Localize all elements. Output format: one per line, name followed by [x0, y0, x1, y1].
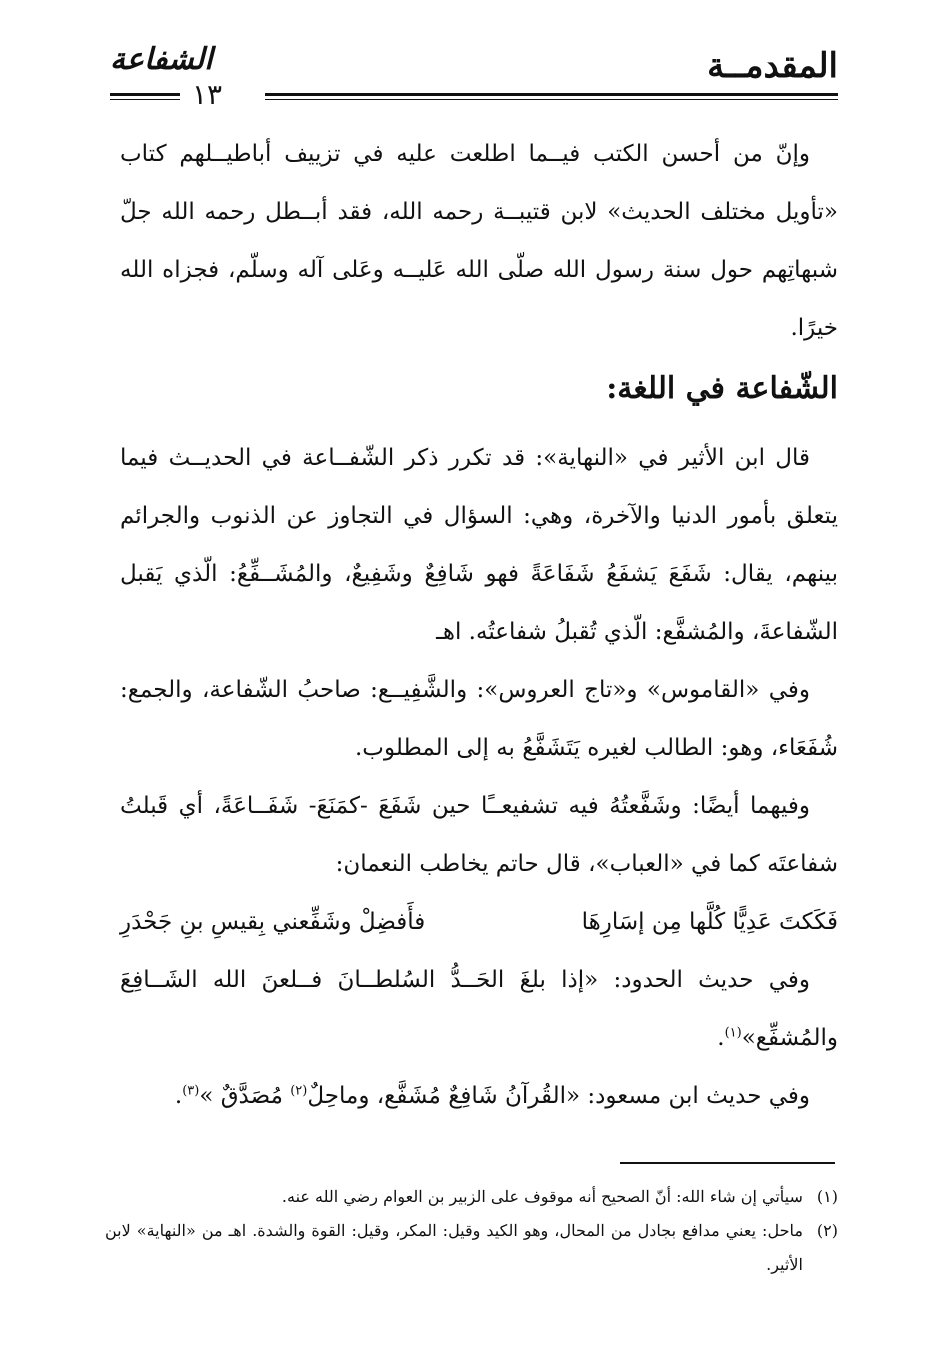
intro-paragraph: وإنّ من أحسن الكتب فيــما اطلعت عليه في تزييف أباطيــلهم كتاب «تأويل مختلف الحديث» لابن قتيبــة رحمه الله، فقد أبــطل رحمه الله جلّ شبهاتِهم حول سنة رسول الله صلّى الله عَليــه وعَلى آله وسلّم، فجزاه الله خيرًا. — [120, 141, 838, 341]
footnote-ref-3[interactable]: (٣) — [182, 1083, 200, 1099]
poem-verse — [120, 893, 838, 951]
header-rule-thin — [265, 99, 838, 100]
page-number: ١٣ — [192, 78, 223, 111]
main-text — [120, 125, 838, 1125]
footnote-ref-2[interactable]: (٢) — [290, 1083, 308, 1099]
paragraph-fihima: وفيهما أيضًا: وشَفَّعتُهُ فيه تشفيعــًا حين شَفَعَ -كمَنَعَ- شَفَــاعَةً، أي قَبلتُ شفاعتَه كما في «العباب»، قال حاتم يخاطب النعمان: — [120, 793, 838, 877]
page-header — [110, 38, 838, 111]
hadith-ibn-masud-text-a: وفي حديث ابن مسعود: «القُرآنُ شَافِعٌ مُشَفَّع، وماحِلٌ — [307, 1083, 810, 1109]
footnote-ref-1[interactable]: (١) — [724, 1025, 742, 1041]
footnote-item — [105, 1214, 838, 1282]
hadith-ibn-masud — [120, 1067, 838, 1125]
paragraph-ibn-al-athir: قال ابن الأثير في «النهاية»: قد تكرر ذكر الشّفــاعة في الحديــث فيما يتعلق بأمور الدنيا والآخرة، وهي: السؤال في التجاوز عن الذنوب والجرائم بينهم، يقال: شَفَعَ يَشفَعُ شَفَاعَةً فهو شَافِعٌ وشَفِيعٌ، والمُشَــفِّعُ: الّذي يَقبل الشّفاعةَ، والمُشفَّع: الّذي تُقبلُ شفاعتُه. اهـ — [120, 445, 838, 645]
book-logo: الشفاعة — [110, 42, 213, 77]
section-heading: الشّفاعة في اللغة: — [606, 371, 838, 406]
footnotes — [105, 1180, 838, 1282]
footnote-number: (٢) — [816, 1221, 838, 1240]
footnote-text: ماحل: يعني مدافع بجادل من المحال، وهو الكيد وقيل: المكر، وقيل: القوة والشدة. اهـ من «النهاية» لابن الأثير. — [105, 1221, 803, 1274]
header-rule-left-thin — [110, 99, 180, 100]
poem-hemistich-right: فَكَكتَ عَدِيًّا كُلَّها مِن إسَارِهَا — [581, 909, 838, 935]
hadith-hudud-text: وفي حديث الحدود: «إذا بلغَ الحَــدُّ السُلطــانَ فــلعنَ الله الشَــافِعَ والمُشفِّع» — [120, 967, 838, 1051]
poem-hemistich-left: فأَفضِلْ وشَفِّعني بِقيسِ بنِ جَحْدَرِ — [120, 909, 426, 935]
footnote-text: سيأتي إن شاء الله: أنّ الصحيح أنه موقوف على الزبير بن العوام رضي الله عنه. — [281, 1187, 803, 1206]
hadith-hudud — [120, 951, 838, 1067]
paragraph-qamus: وفي «القاموس» و«تاج العروس»: والشَّفِيــع: صاحبُ الشّفاعة، والجمع: شُفَعَاء، وهو: الطالب لغيره يَتَشَفَّعُ به إلى المطلوب. — [120, 677, 838, 761]
hadith-ibn-masud-end: . — [174, 1083, 183, 1109]
footnote-number: (١) — [816, 1187, 838, 1206]
hadith-hudud-end: . — [717, 1025, 725, 1051]
hadith-ibn-masud-text-b: مُصَدَّقٌ » — [199, 1083, 283, 1109]
footnote-item — [105, 1180, 838, 1214]
footnote-separator — [620, 1162, 835, 1164]
header-rule — [265, 93, 838, 96]
header-rule-left — [110, 93, 180, 96]
chapter-title: المقدمــة — [707, 46, 838, 86]
